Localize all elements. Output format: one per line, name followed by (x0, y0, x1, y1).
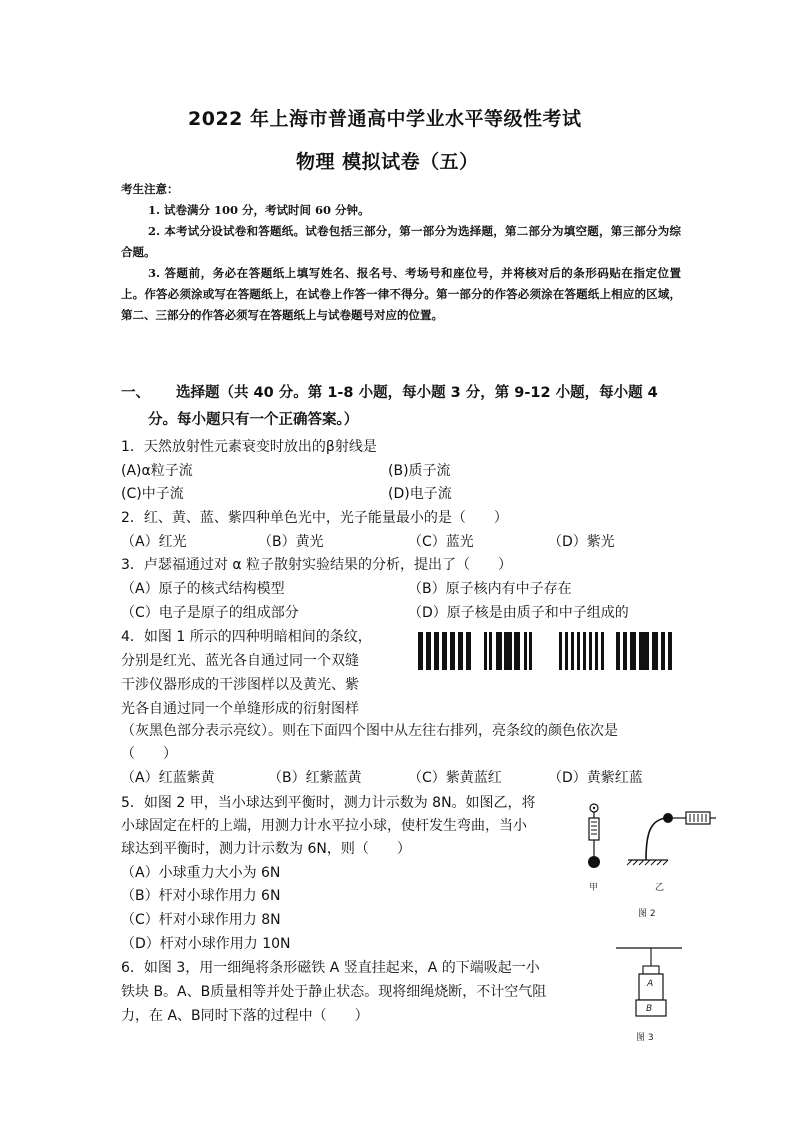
notice-item-1: 1. 试卷满分 100 分，考试时间 60 分钟。 (148, 203, 370, 217)
q4-option-b: （B）红紫蓝黄 (268, 770, 362, 786)
q5-option-c: （C）杆对小球作用力 8N (121, 912, 281, 928)
figure-2-caption: 图 2 (638, 909, 656, 919)
q4-line-4: 光各自通过同一个单缝形成的衍射图样 (121, 701, 359, 717)
q4-line-5: （灰黑色部分表示亮纹）。则在下面四个图中从左往右排列，亮条纹的颜色依次是 (121, 723, 618, 739)
q5-option-a: （A）小球重力大小为 6N (121, 865, 281, 881)
q4-line-3: 干涉仪器形成的干涉图样以及黄光、紫 (121, 677, 359, 693)
q2-option-c: （C）蓝光 (408, 534, 474, 550)
q3-option-a: （A）原子的核式结构模型 (121, 581, 285, 597)
q3-option-d: （D）原子核是由质子和中子组成的 (408, 605, 629, 621)
q3-option-b: （B）原子核内有中子存在 (408, 581, 572, 597)
section-heading-line2: 分。每小题只有一个正确答案。） (148, 412, 359, 428)
q2-stem: 2．红、黄、蓝、紫四种单色光中，光子能量最小的是（ ） (121, 510, 508, 526)
section-heading-line1: 选择题（共 40 分。第 1-8 小题，每小题 3 分，第 9-12 小题，每小题 4 (176, 385, 658, 401)
q4-line-1: 4．如图 1 所示的四种明暗相间的条纹， (121, 629, 372, 645)
q4-line-6: （ ） (121, 746, 177, 762)
exam-title: 2022 年上海市普通高中学业水平等级性考试 (188, 108, 582, 130)
q5-line-3: 球达到平衡时，测力计示数为 6N，则（ ） (121, 841, 411, 857)
fringe-pattern-1 (418, 632, 471, 670)
q2-option-d: （D）紫光 (548, 534, 615, 550)
q3-option-c: （C）电子是原子的组成部分 (121, 605, 299, 621)
q5-line-1: 5．如图 2 甲，当小球达到平衡时，测力计示数为 8N。如图乙，将 (121, 795, 536, 811)
q5-option-d: （D）杆对小球作用力 10N (121, 936, 291, 952)
q4-option-a: （A）红蓝紫黄 (121, 770, 215, 786)
q1-stem: 1．天然放射性元素衰变时放出的β射线是 (121, 439, 377, 455)
figure-2-yi-bent-rod (626, 804, 718, 866)
q4-option-c: （C）紫黄蓝红 (408, 770, 502, 786)
figure-1-fringe-patterns (416, 632, 678, 670)
q4-line-2: 分别是红光、蓝光各自通过同一个双缝 (121, 653, 359, 669)
figure-2-label-yi: 乙 (655, 883, 665, 893)
q1-option-a: (A)α粒子流 (121, 463, 193, 479)
q1-option-c: (C)中子流 (121, 486, 184, 502)
figure-3-label-a: A (647, 979, 654, 989)
q2-option-a: （A）红光 (121, 534, 187, 550)
notice-item-3: 3. 答题前，务必在答题纸上填写姓名、报名号、考场号和座位号，并将核对后的条形码贴在指定位置上。作答必须涂或写在答题纸上，在试卷上作答一律不得分。第一部分的作答必须涂在答题纸上相应的区域，第二、三部分的作答必须写在答题纸上与试卷题号对应的位置。 (121, 266, 681, 322)
q1-option-b: (B)质子流 (388, 463, 451, 479)
fringe-pattern-4 (616, 632, 672, 670)
q6-line-2: 铁块 B。A、B质量相等并处于静止状态。现将细绳烧断，不计空气阻 (121, 984, 547, 1000)
fringe-pattern-2 (484, 632, 532, 670)
q5-line-2: 小球固定在杆的上端，用测力计水平拉小球，使杆发生弯曲，当小 (121, 818, 527, 834)
figure-2-jia-spring-scale (584, 802, 604, 874)
notice-item-2: 2. 本考试分设试卷和答题纸。试卷包括三部分，第一部分为选择题，第二部分为填空题，第三部分为综合题。 (121, 224, 681, 259)
q5-option-b: （B）杆对小球作用力 6N (121, 888, 281, 904)
figure-3-label-b: B (646, 1004, 653, 1014)
fringe-pattern-3 (559, 632, 604, 670)
exam-subtitle: 物理 模拟试卷（五） (296, 151, 479, 173)
section-number: 一、 (121, 385, 150, 401)
notice-heading: 考生注意： (121, 182, 179, 196)
q2-option-b: （B）黄光 (258, 534, 324, 550)
figure-3-caption: 图 3 (636, 1033, 654, 1043)
q6-line-3: 力，在 A、B同时下落的过程中（ ） (121, 1008, 369, 1024)
q3-stem: 3．卢瑟福通过对 α 粒子散射实验结果的分析，提出了（ ） (121, 557, 513, 573)
q4-option-d: （D）黄紫红蓝 (548, 770, 643, 786)
q1-option-d: (D)电子流 (388, 486, 452, 502)
q6-line-1: 6．如图 3，用一细绳将条形磁铁 A 竖直挂起来，A 的下端吸起一小 (121, 960, 540, 976)
figure-2-label-jia: 甲 (589, 883, 599, 893)
